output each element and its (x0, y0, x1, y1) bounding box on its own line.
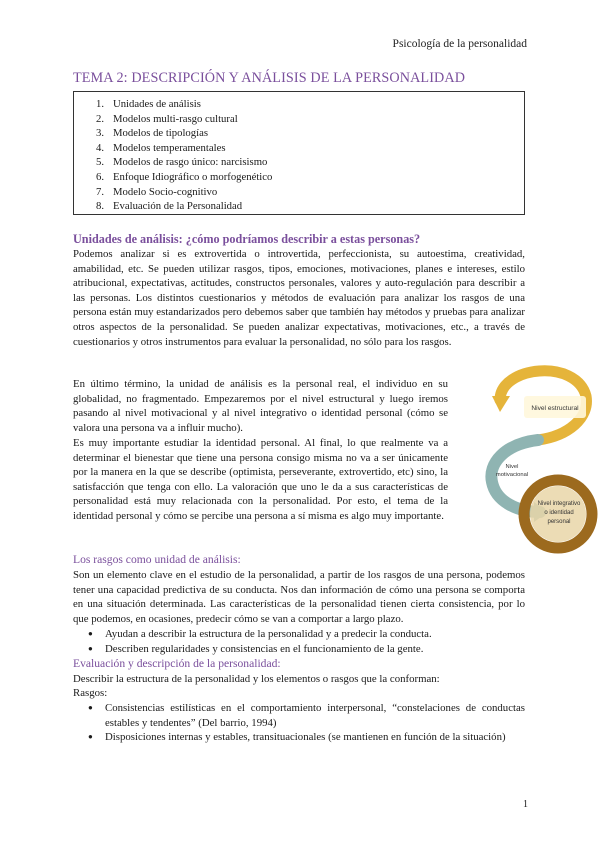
toc-item-label: Modelo Socio-cognitivo (113, 185, 218, 198)
toc-item-number: 8. (96, 200, 105, 213)
toc-item (74, 112, 524, 127)
toc-item-label: Unidades de análisis (113, 98, 201, 110)
toc-item (74, 185, 524, 200)
motivational-level-label-1: Nivel (505, 464, 519, 470)
integrative-level-label-1: Nivel integrativo (537, 501, 581, 507)
page-number: 1 (523, 799, 528, 810)
integrative-level-label-2: o identidad (544, 510, 574, 516)
paragraph-units-intro: Podemos analizar si es extrovertida o introvertida, perfeccionista, su autoestima, creatividad, amabilidad, etc. Se pueden utilizar rasgos, tipos, emociones, motivaciones, planes e intereses, estilo atribucional, expectativas, actitudes, constructos personales, valores y auto-regulación para describir a las personas. Los distintos cuestionarios y métodos de evaluación para analizar los rasgos de una persona están muy estandarizados pero debemos saber que también hay métodos y pruebas para analizar otros aspectos de la personalidad. Se pueden analizar expectativas, motivaciones, etc., a través de cuestionarios y otros instrumentos para evaluar la personalidad, no sólo para los rasgos. (73, 248, 525, 348)
table-of-contents (73, 91, 525, 215)
toc-item-label: Modelos multi-rasgo cultural (113, 112, 238, 125)
list-item: ● Describen regularidades y consistencias en el funcionamiento de la gente. (73, 642, 525, 657)
paragraph-analysis-unit: En último término, la unidad de análisis es la personal real, el individuo en su globalidad, no fragmentado. Empezaremos por el nivel estructural y luego iremos pasando al nivel motivacional y al nivel integrativo o identidad personal (cómo se valora una persona va a influir mucho). (73, 378, 448, 434)
paragraph-traits-label: Rasgos: (73, 687, 108, 699)
toc-item-number: 6. (96, 170, 105, 183)
section-heading-units: Unidades de análisis: ¿cómo podríamos describir a estas personas? (73, 232, 421, 246)
toc-item-number: 3. (96, 127, 105, 140)
paragraph-evaluation: Describir la estructura de la personalidad y los elementos o rasgos que la conforman: (73, 673, 440, 685)
toc-item-number: 4. (96, 141, 105, 154)
toc-item (74, 199, 524, 214)
list-item: ● Disposiciones internas y estables, transituacionales (se mantienen en función de la situación) (73, 730, 525, 745)
toc-item-label: Evaluación de la Personalidad (113, 200, 243, 213)
toc-item-label: Enfoque Idiográfico o morfogenético (113, 170, 273, 183)
running-header: Psicología de la personalidad (392, 38, 527, 50)
toc-list (74, 92, 524, 214)
personality-levels-figure (478, 352, 598, 557)
list-item: ● Consistencias estilísticas en el comportamiento interpersonal, “constelaciones de conductas estables y tendentes” (Del barrio, 1994) (73, 701, 525, 730)
toc-item-number: 7. (96, 185, 105, 198)
paragraph-personal-identity: Es muy importante estudiar la identidad personal. Al final, lo que realmente va a determinar el bienestar que tiene una persona consigo misma no va a ser únicamente por la manera en la que se describe (optimista, perseverante, extrovertido, etc) sino, la satisfacción que tenga con ello. La valoración que uno le da a sus características de personalidad está muy relacionada con la personalidad. Por esto, el tema de la identidad personal y cómo se percibe una persona a sí misma es algo muy importante. (73, 437, 448, 522)
toc-item-number: 1. (96, 98, 105, 110)
toc-item (74, 141, 524, 156)
traits-bullet-list (73, 627, 525, 656)
toc-item-number: 5. (96, 156, 105, 169)
motivational-level-label-2: motivacional (495, 472, 529, 478)
page-title: TEMA 2: DESCRIPCIÓN Y ANÁLISIS DE LA PERSONALIDAD (73, 70, 466, 86)
toc-item (74, 170, 524, 185)
section-heading-traits: Los rasgos como unidad de análisis: (73, 553, 241, 566)
toc-item (74, 155, 524, 170)
toc-item-label: Modelos temperamentales (113, 141, 226, 154)
evaluation-bullet-list (73, 701, 525, 745)
toc-item (74, 126, 524, 141)
structural-arrow-head (492, 396, 510, 412)
section-heading-evaluation: Evaluación y descripción de la personalidad: (73, 657, 281, 670)
toc-item-label: Modelos de rasgo único: narcisismo (113, 156, 268, 169)
paragraph-traits: Son un elemento clave en el estudio de la personalidad, a partir de los rasgos de una persona, podemos tener una capacidad predictiva de su conducta. Nos dan información de cómo una persona se comporta en una situación determinada. Las características de la personalidad tienen cierta consistencia, por lo que podemos, en ocasiones, predecir cómo se van a comportar a largo plazo. (73, 569, 525, 625)
toc-item-number: 2. (96, 112, 105, 125)
integrative-level-label-3: personal (547, 519, 571, 525)
toc-item-label: Modelos de tipologías (113, 127, 208, 140)
toc-item (74, 97, 524, 112)
structural-level-label: Nivel estructural (531, 405, 579, 412)
list-item: ● Ayudan a describir la estructura de la personalidad y a predecir la conducta. (73, 627, 525, 642)
